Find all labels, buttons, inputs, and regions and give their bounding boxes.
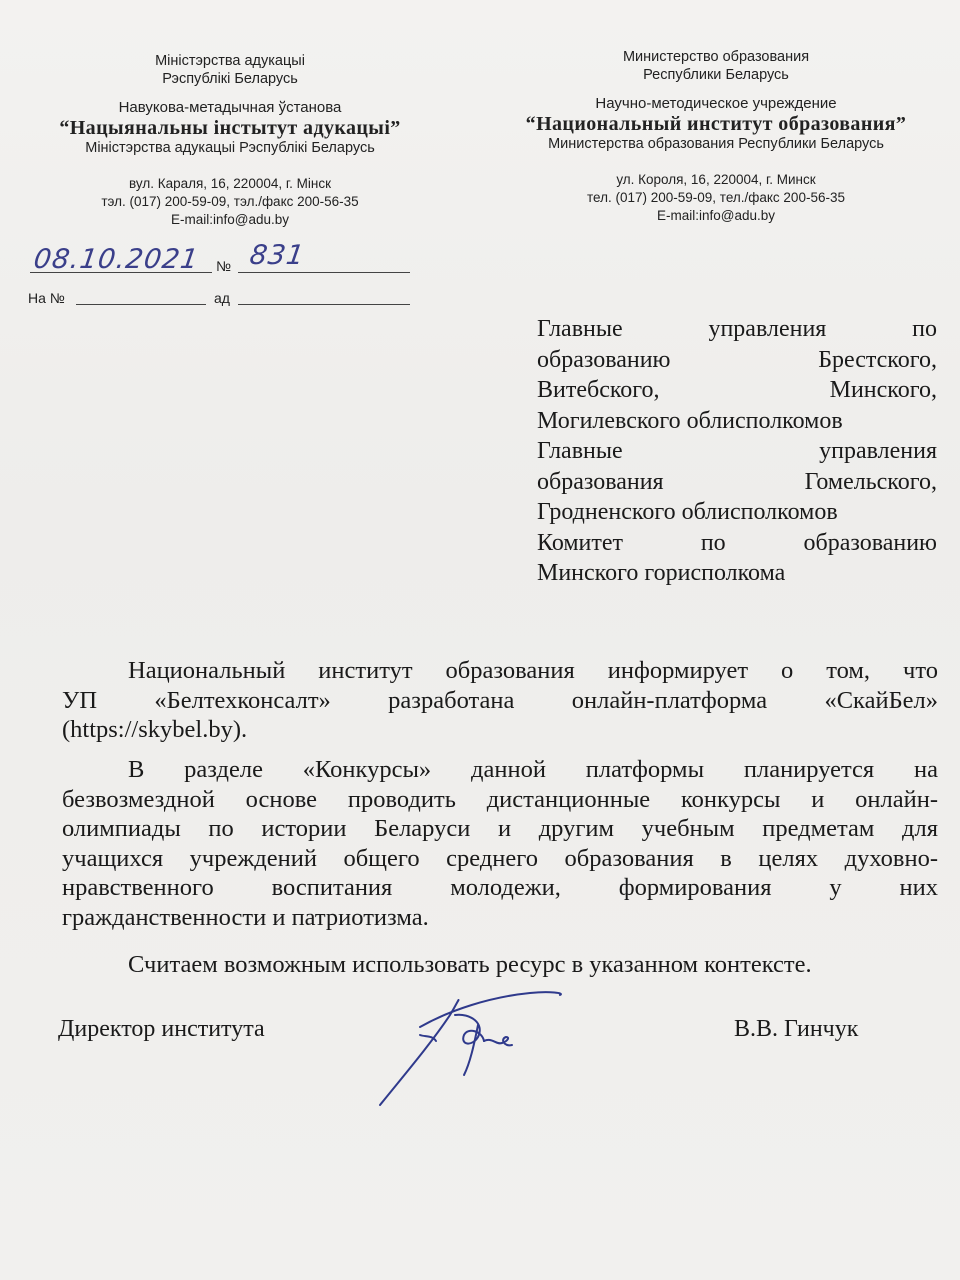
- phone: тэл. (017) 200-59-09, тэл./факс 200-56-35: [101, 194, 359, 209]
- body-paragraph-3: [62, 950, 938, 980]
- institution-type: Навукова-метадычная ўстанова: [118, 99, 342, 116]
- recipient-line: Главные управления по: [537, 316, 937, 342]
- body-line: Национальный институт образования информирует о том, что: [128, 657, 938, 684]
- email: E-mail:info@adu.by: [656, 208, 775, 223]
- body-line: УП «Белтехконсалт» разработана онлайн-платформа «СкайБел»: [62, 686, 938, 714]
- ministry-line1: Міністэрства адукацыі: [155, 53, 305, 69]
- recipient-line: Комитет по образованию: [537, 529, 937, 556]
- body-line: нравственного воспитания молодежи, формирования у них: [62, 874, 938, 901]
- parent-ministry: Міністэрства адукацыі Рэспублікі Беларусь: [85, 140, 375, 156]
- letterhead-belarusian: [20, 52, 440, 229]
- body-line: олимпиады по истории Беларуси и другим учебным предметам для: [62, 815, 938, 842]
- institution-name: “Нацыянальны інстытут адукацыі”: [59, 117, 401, 139]
- body-line: гражданственности и патриотизма.: [62, 903, 429, 931]
- handwritten-date: 08.10.2021: [31, 244, 201, 275]
- ministry-line2: Республики Беларусь: [643, 67, 789, 83]
- handwritten-signature: [360, 985, 620, 1115]
- from-label: ад: [214, 290, 230, 306]
- institution-name: “Национальный институт образования”: [525, 113, 907, 135]
- recipient-line: Гродненского облисполкомов: [537, 499, 838, 525]
- body-line: (https://skybel.by).: [62, 716, 248, 743]
- handwritten-number: 831: [247, 240, 307, 271]
- recipient-line: Витебского, Минского,: [537, 377, 937, 403]
- ministry-line1: Министерство образования: [622, 49, 810, 65]
- recipient-line: образованию Брестского,: [537, 346, 937, 373]
- number-label: №: [216, 258, 232, 274]
- body-line: безвозмездной основе проводить дистанционные конкурсы и онлайн-: [62, 785, 938, 813]
- institution-type: Научно-методическое учреждение: [595, 95, 837, 112]
- letterhead-russian: [496, 48, 936, 225]
- ministry-line2: Рэспублікі Беларусь: [162, 71, 298, 87]
- signatory-position: Директор института: [58, 1016, 265, 1042]
- body-paragraph-1: [62, 656, 938, 745]
- recipient-line: Минского горисполкома: [537, 560, 786, 586]
- recipient-line: Могилевского облисполкомов: [537, 407, 843, 434]
- recipient-line: образования Гомельского,: [537, 468, 937, 495]
- body-paragraph-2: [62, 755, 938, 932]
- reply-number-underline: [76, 304, 206, 305]
- body-line: В разделе «Конкурсы» данной платформы планируется на: [128, 756, 938, 783]
- number-underline: [238, 272, 410, 273]
- address: вул. Караля, 16, 220004, г. Мінск: [129, 176, 331, 191]
- recipient-block: [537, 314, 937, 589]
- signatory-name: В.В. Гинчук: [734, 1016, 859, 1042]
- reply-to-label: На №: [28, 290, 65, 306]
- phone: тел. (017) 200-59-09, тел./факс 200-56-35: [587, 190, 845, 205]
- address: ул. Короля, 16, 220004, г. Минск: [616, 172, 816, 187]
- recipient-line: Главные управления: [537, 438, 937, 464]
- reply-date-underline: [238, 304, 410, 305]
- body-line: Считаем возможным использовать ресурс в указанном контексте.: [128, 951, 812, 978]
- email: E-mail:info@adu.by: [170, 212, 289, 227]
- parent-ministry: Министерства образования Республики Беларусь: [548, 136, 884, 152]
- body-line: учащихся учреждений общего среднего образования в целях духовно-: [62, 844, 938, 872]
